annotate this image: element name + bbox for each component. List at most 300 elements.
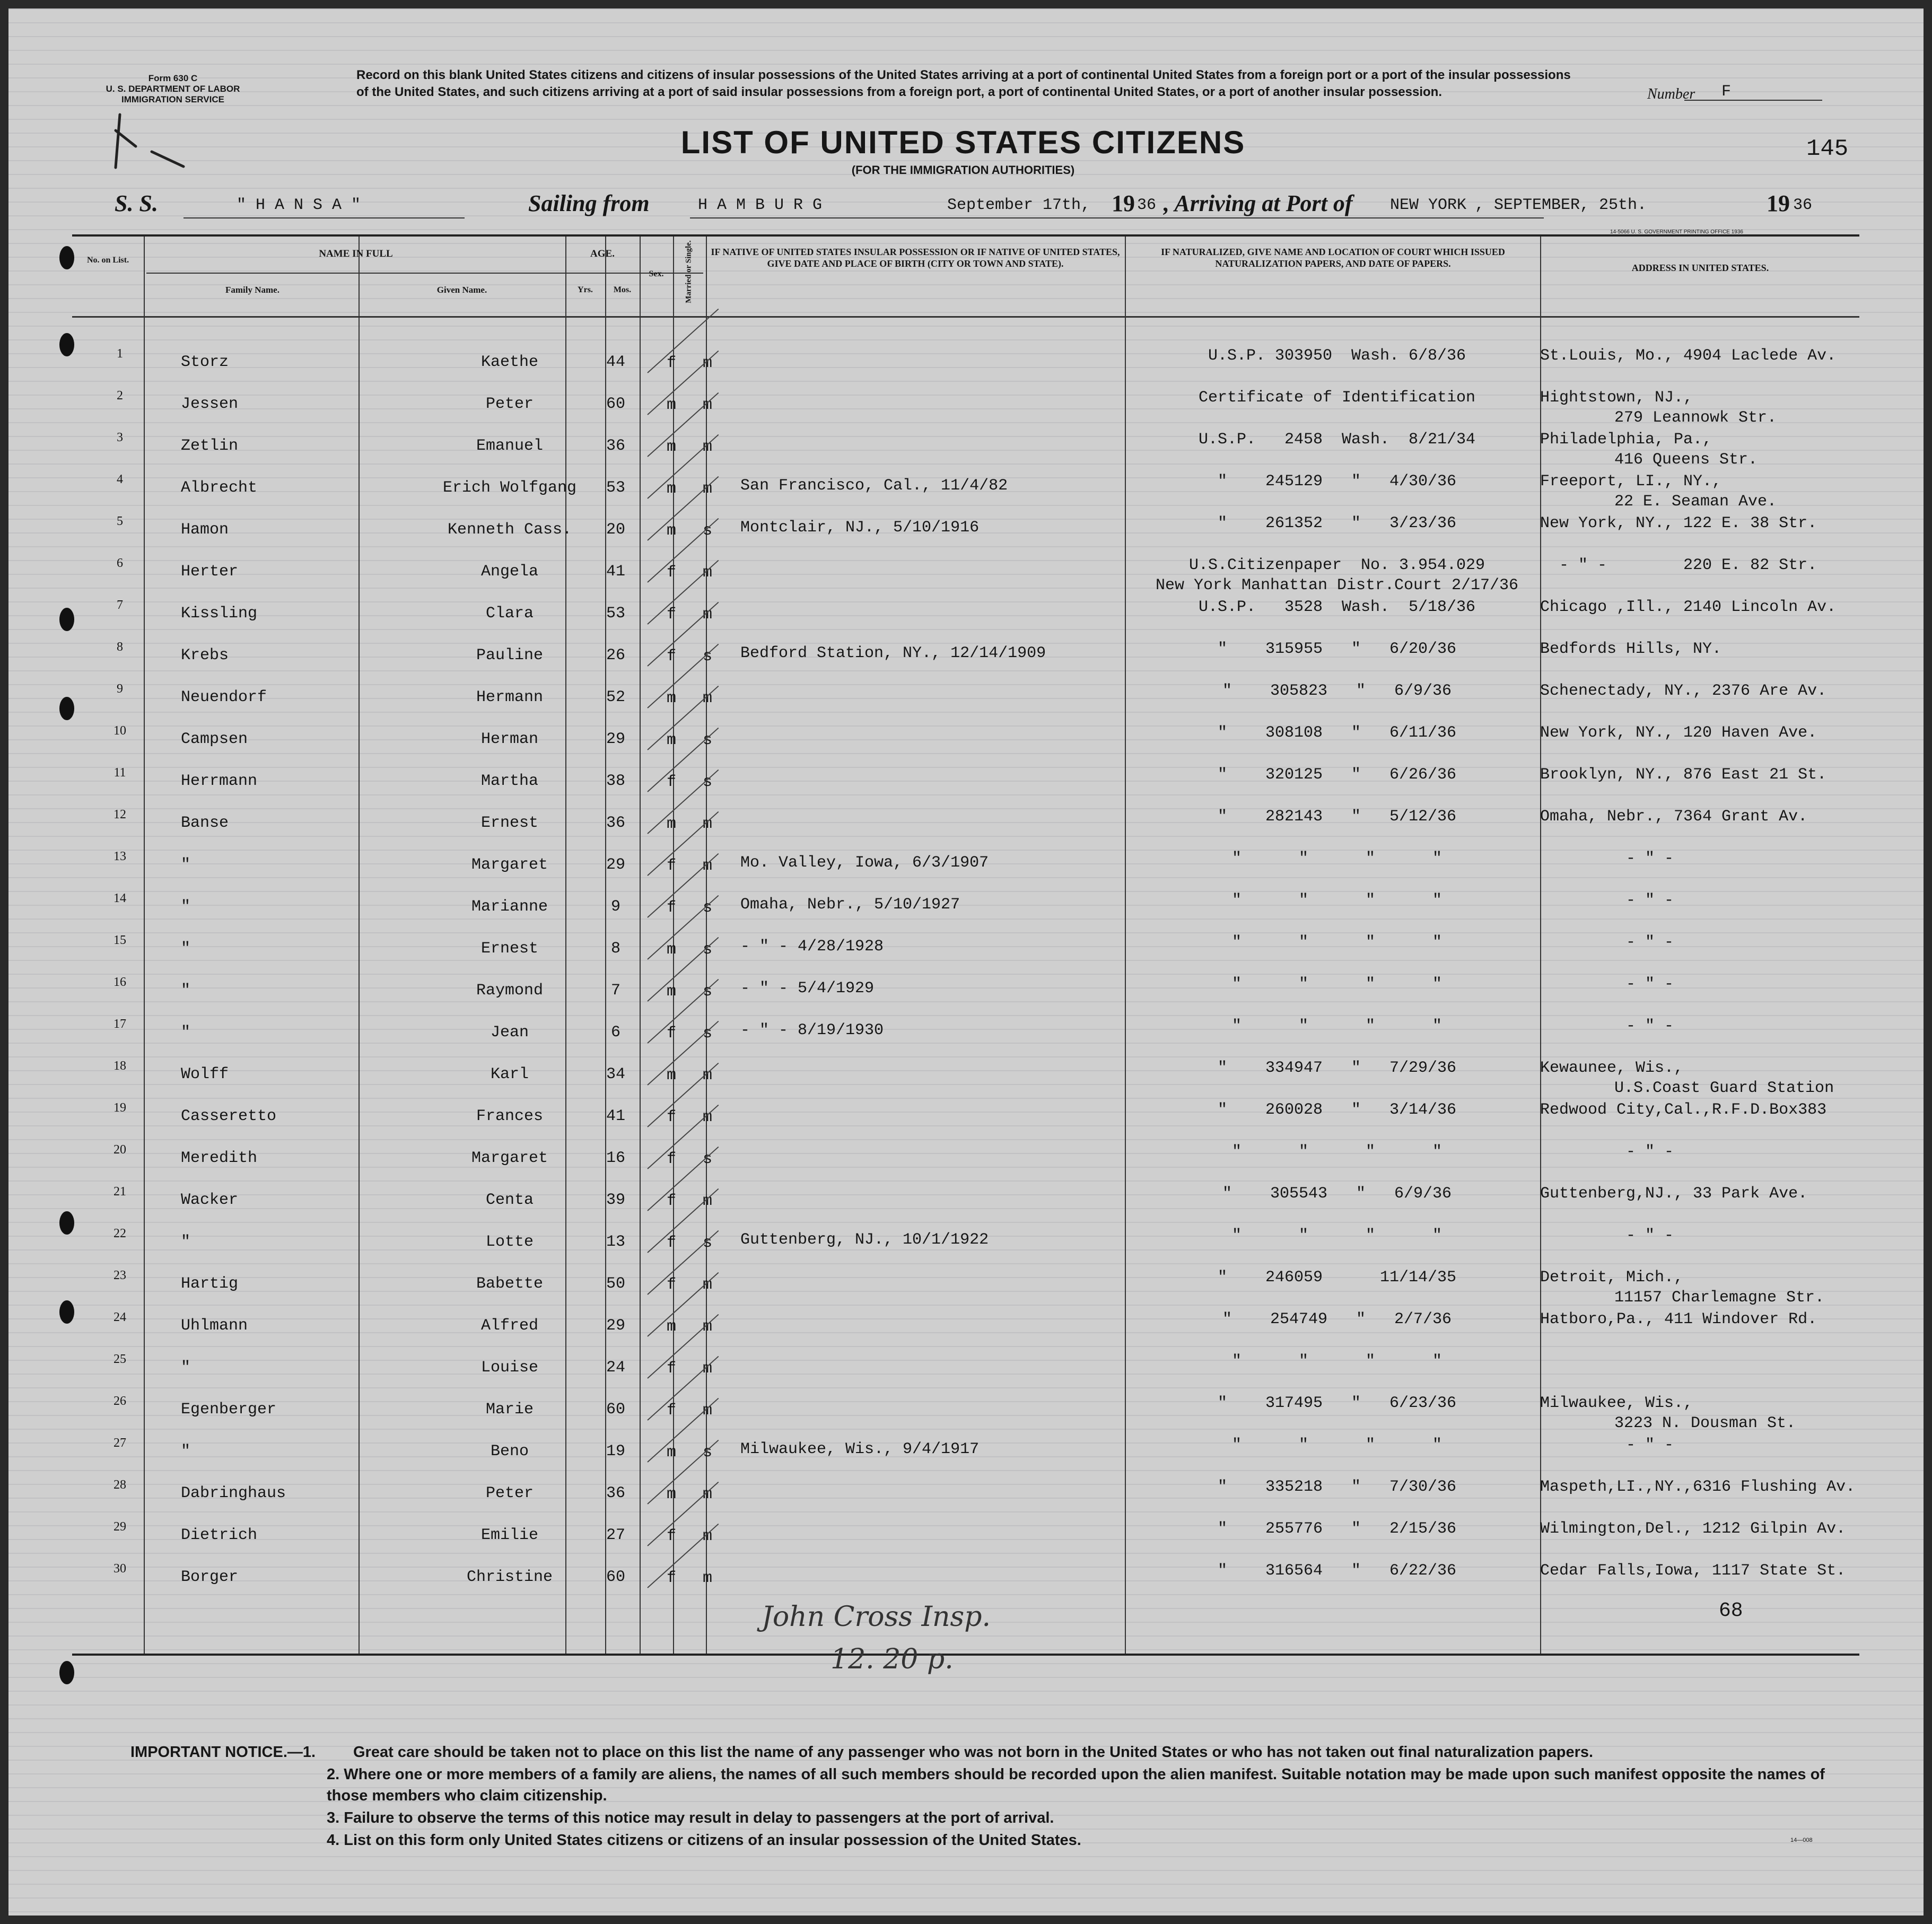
page-number: 145 (1806, 136, 1849, 162)
marital-status: m (702, 480, 712, 498)
address-line-1: Cedar Falls,Iowa, 1117 State St. (1540, 1562, 1846, 1580)
family-name: " (181, 1233, 191, 1251)
notice-item: 2. Where one or more members of a family are aliens, the names of all such members should be recorded upon the alien manifest. Suitable notation may be made upon such manifest opposite the names of those members who claim citizenship. (327, 1766, 1825, 1804)
given-name: Karl (490, 1065, 529, 1083)
given-name: Kenneth Cass. (447, 521, 572, 539)
given-name: Centa (485, 1191, 534, 1209)
address-line-1: - " - (1540, 975, 1674, 993)
row-number: 28 (113, 1478, 126, 1492)
address-line-2: 11157 Charlemagne Str. (1614, 1289, 1825, 1307)
sex: m (666, 396, 676, 414)
table-row (72, 712, 1859, 753)
marital-status: m (702, 438, 712, 456)
table-row (72, 922, 1859, 962)
marital-status: s (702, 522, 712, 540)
naturalization-line-1: U.S.P. 303950 Wash. 6/8/36 (1208, 347, 1466, 365)
age-years: 50 (606, 1275, 625, 1293)
voyage-line (115, 190, 1907, 227)
sex: f (666, 354, 676, 372)
age-years: 60 (606, 1401, 625, 1419)
given-name: Kaethe (480, 353, 539, 371)
address-line-1: Freeport, LI., NY., (1540, 473, 1722, 491)
page-title: LIST OF UNITED STATES CITIZENS (680, 125, 1246, 160)
address-line-1: - " - 220 E. 82 Str. (1540, 556, 1817, 574)
row-number: 18 (113, 1059, 126, 1073)
sex: f (666, 1025, 676, 1043)
table-row (72, 377, 1859, 427)
sex: f (666, 899, 676, 917)
family-name: Jessen (181, 395, 239, 413)
naturalization-line-1: " 305823 " 6/9/36 (1222, 682, 1452, 700)
us-address (1540, 1309, 1859, 1330)
family-name: Zetlin (181, 437, 239, 455)
address-line-2: 416 Queens Str. (1614, 451, 1758, 469)
family-name: " (181, 1359, 191, 1377)
us-address (1540, 1477, 1859, 1497)
age-years: 60 (606, 1568, 625, 1586)
row-number: 19 (113, 1101, 126, 1115)
naturalization-line-1: " " " " (1231, 1352, 1443, 1370)
address-line-2: 3223 N. Dousman St. (1614, 1414, 1796, 1432)
naturalization-line-1: " 334947 " 7/29/36 (1217, 1059, 1457, 1077)
family-name: " (181, 982, 191, 1000)
given-name: Ernest (480, 940, 539, 958)
age-years: 20 (606, 521, 625, 539)
birth-place-date: San Francisco, Cal., 11/4/82 (740, 477, 1008, 495)
birth-place-date: Omaha, Nebr., 5/10/1927 (740, 896, 960, 914)
row-number: 14 (113, 891, 126, 905)
sex: f (666, 564, 676, 582)
age-years: 29 (606, 856, 625, 874)
marital-status: m (702, 396, 712, 414)
us-address (1540, 597, 1859, 617)
us-address (1540, 1226, 1859, 1246)
given-name: Marianne (471, 898, 548, 916)
age-years: 44 (606, 353, 625, 371)
family-name: Uhlmann (181, 1317, 248, 1335)
marital-status: s (702, 899, 712, 917)
age-years: 41 (606, 563, 625, 581)
binding-hole (59, 1661, 74, 1684)
address-line-1: Detroit, Mich., (1540, 1269, 1684, 1287)
us-address (1540, 890, 1859, 911)
age-years: 53 (606, 479, 625, 497)
naturalization-info (1133, 681, 1541, 701)
age-years: 36 (606, 1484, 625, 1502)
column-header-family-name: Family Name. (225, 285, 279, 295)
naturalization-line-1: " 308108 " 6/11/36 (1217, 724, 1457, 742)
given-name: Peter (485, 395, 534, 413)
table-row (72, 1299, 1859, 1339)
row-number: 1 (117, 347, 123, 361)
given-name: Margaret (471, 856, 548, 874)
naturalization-info (1133, 974, 1541, 994)
table-row (72, 335, 1859, 375)
row-number: 9 (117, 682, 123, 696)
row-number: 13 (113, 850, 126, 863)
age-years: 36 (606, 814, 625, 832)
row-number: 27 (113, 1436, 126, 1450)
row-number: 24 (113, 1310, 126, 1324)
birth-place-date: Montclair, NJ., 5/10/1916 (740, 519, 980, 537)
birth-place-date: Milwaukee, Wis., 9/4/1917 (740, 1440, 980, 1458)
table-row (72, 880, 1859, 920)
marital-status: s (702, 1025, 712, 1043)
address-line-1: - " - (1540, 891, 1674, 909)
address-line-1: Philadelphia, Pa., (1540, 431, 1712, 449)
arrival-port: NEW YORK (1390, 196, 1467, 214)
address-line-1: Schenectady, NY., 2376 Are Av. (1540, 682, 1827, 700)
age-years: 53 (606, 605, 625, 623)
marital-status: m (702, 1527, 712, 1545)
marital-status: m (702, 1485, 712, 1503)
given-name: Christine (466, 1568, 553, 1586)
table-row (72, 1341, 1859, 1381)
sex: m (666, 1444, 676, 1462)
marital-status: s (702, 941, 712, 959)
marital-status: m (702, 1569, 712, 1587)
table-row (72, 1257, 1859, 1307)
marital-status: s (702, 983, 712, 1001)
address-line-1: Guttenberg,NJ., 33 Park Ave. (1540, 1185, 1808, 1203)
naturalization-line-1: " " " " (1231, 933, 1443, 951)
family-name: Herrmann (181, 772, 258, 790)
sex: m (666, 438, 676, 456)
row-number: 2 (117, 389, 123, 403)
given-name: Clara (485, 605, 534, 623)
age-years: 29 (606, 730, 625, 748)
sex: f (666, 1360, 676, 1378)
naturalization-line-1: " " " " (1231, 1436, 1443, 1454)
given-name: Emanuel (476, 437, 544, 455)
column-header-address: ADDRESS IN UNITED STATES. (1631, 263, 1769, 273)
family-name: Hamon (181, 521, 229, 539)
address-line-1: Wilmington,Del., 1212 Gilpin Av. (1540, 1520, 1846, 1538)
family-name: " (181, 1442, 191, 1461)
age-years: 9 (610, 898, 620, 916)
record-instructions: Record on this blank United States citizens and citizens of insular possessions of the United States arriving at a port of continental United States from a foreign port or a port of the insular possessions of the United States, and such citizens arriving at a port of said insular possessions from a foreign port, a port of continental United States, or a port of another insular possession. (356, 68, 1571, 99)
naturalization-line-2: New York Manhattan Distr.Court 2/17/36 (1155, 576, 1519, 594)
marital-status: m (702, 354, 712, 372)
naturalization-info (1133, 1100, 1541, 1120)
birth-place-date: - " - 5/4/1929 (740, 980, 875, 998)
us-address (1540, 555, 1859, 575)
ship-name: " H A N S A " (237, 196, 361, 214)
naturalization-info (1133, 597, 1541, 617)
column-header-birth: IF NATIVE OF UNITED STATES INSULAR POSSESSION OR IF NATIVE OF UNITED STATES, GIVE DATE AND PLACE OF BIRTH (CITY OR TOWN AND STATE). (711, 247, 1120, 269)
form-identifier (77, 73, 268, 105)
notice-footer: 14—008 (1790, 1837, 1813, 1843)
arrival-year: 36 (1793, 196, 1813, 214)
us-address (1540, 1016, 1859, 1036)
marital-status: m (702, 857, 712, 875)
us-address (1540, 723, 1859, 743)
naturalization-info (1133, 765, 1541, 785)
sex: m (666, 1485, 676, 1503)
naturalization-line-1: " " " " (1231, 1017, 1443, 1035)
given-name: Emilie (480, 1526, 539, 1544)
age-years: 13 (606, 1233, 625, 1251)
sex: m (666, 983, 676, 1001)
naturalization-info (1133, 388, 1541, 408)
naturalization-line-1: " 335218 " 7/30/36 (1217, 1478, 1457, 1496)
year-prefix-1: 19 (1112, 190, 1135, 216)
naturalization-line-1: " 260028 " 3/14/36 (1217, 1101, 1457, 1119)
row-number: 10 (113, 724, 126, 738)
age-years: 34 (606, 1065, 625, 1083)
address-line-1: - " - (1540, 1436, 1674, 1454)
arrival-date: , SEPTEMBER, 25th. (1475, 196, 1647, 214)
given-name: Raymond (476, 982, 544, 1000)
address-line-2: 22 E. Seaman Ave. (1614, 493, 1777, 511)
given-name: Peter (485, 1484, 534, 1502)
naturalization-info (1133, 1477, 1541, 1497)
age-years: 26 (606, 646, 625, 664)
row-number: 6 (117, 556, 123, 570)
given-name: Angela (480, 563, 539, 581)
family-name: " (181, 940, 191, 958)
address-line-1: Chicago ,Ill., 2140 Lincoln Av. (1540, 598, 1837, 616)
marital-status: s (702, 1150, 712, 1168)
naturalization-info (1133, 890, 1541, 911)
age-years: 24 (606, 1359, 625, 1377)
notice-item: Great care should be taken not to place on this list the name of any passenger who was not born in the United States or who has not taken out final naturalization papers. (353, 1744, 1594, 1761)
age-years: 29 (606, 1317, 625, 1335)
naturalization-line-1: " 317495 " 6/23/36 (1217, 1394, 1457, 1412)
family-name: Hartig (181, 1275, 239, 1293)
naturalization-info (1133, 1058, 1541, 1078)
family-name: " (181, 1024, 191, 1042)
row-number: 12 (113, 808, 126, 821)
family-name: Storz (181, 353, 229, 371)
naturalization-line-1: " 246059 11/14/35 (1217, 1269, 1457, 1287)
row-number: 26 (113, 1394, 126, 1408)
age-years: 38 (606, 772, 625, 790)
sex: m (666, 1066, 676, 1085)
sex: m (666, 689, 676, 707)
naturalization-info (1133, 513, 1541, 534)
family-name: Albrecht (181, 479, 258, 497)
row-number: 7 (117, 598, 123, 612)
row-number: 4 (117, 473, 123, 486)
marital-status: m (702, 564, 712, 582)
address-line-1: Milwaukee, Wis., (1540, 1394, 1693, 1412)
us-address (1540, 1561, 1859, 1581)
department-name: U. S. DEPARTMENT OF LABOR (106, 84, 240, 94)
given-name: Martha (480, 772, 539, 790)
age-years: 36 (606, 437, 625, 455)
family-name: Wolff (181, 1065, 229, 1083)
given-name: Ernest (480, 814, 539, 832)
column-header-married: Married or Single. (684, 240, 693, 303)
address-line-1: Hightstown, NJ., (1540, 389, 1693, 407)
row-number: 21 (113, 1185, 126, 1199)
family-name: Krebs (181, 646, 229, 664)
sex: m (666, 941, 676, 959)
us-address (1540, 807, 1859, 827)
us-address (1540, 1435, 1859, 1455)
sailing-year: 36 (1137, 196, 1157, 214)
passenger-table (72, 234, 1859, 1656)
naturalization-line-1: " " " " (1231, 891, 1443, 909)
row-number: 8 (117, 640, 123, 654)
sex: f (666, 1234, 676, 1252)
naturalization-info (1133, 1393, 1541, 1413)
birth-place-date: - " - 8/19/1930 (740, 1021, 884, 1039)
table-row (72, 796, 1859, 836)
us-address (1540, 1519, 1859, 1539)
row-number: 11 (113, 766, 126, 780)
naturalization-line-1: " 254749 " 2/7/36 (1222, 1310, 1452, 1328)
naturalization-info (1133, 1519, 1541, 1539)
naturalization-info (1133, 932, 1541, 952)
age-years: 27 (606, 1526, 625, 1544)
column-header-name: NAME IN FULL (319, 248, 393, 259)
given-name: Babette (476, 1275, 544, 1293)
address-line-1: Maspeth,LI.,NY.,6316 Flushing Av. (1540, 1478, 1856, 1496)
row-number: 3 (117, 431, 123, 444)
address-line-1: - " - (1540, 850, 1674, 868)
us-address (1540, 639, 1859, 659)
marital-status: s (702, 648, 712, 666)
us-address (1540, 765, 1859, 785)
us-address (1540, 1142, 1859, 1162)
address-line-1: St.Louis, Mo., 4904 Laclede Av. (1540, 347, 1837, 365)
address-line-1: - " - (1540, 933, 1674, 951)
row-number: 29 (113, 1520, 126, 1534)
inspector-signature (751, 1589, 1048, 1695)
naturalization-line-1: U.S.Citizenpaper No. 3.954.029 (1188, 556, 1485, 574)
ss-label: S. S. (115, 190, 158, 216)
notice-item: 3. Failure to observe the terms of this notice may result in delay to passengers at the port of arrival. (327, 1809, 1054, 1826)
sex: m (666, 1318, 676, 1336)
marital-status: s (702, 731, 712, 749)
table-row (72, 1005, 1859, 1046)
birth-place-date: Mo. Valley, Iowa, 6/3/1907 (740, 854, 989, 872)
given-name: Beno (490, 1442, 529, 1461)
address-line-1: Hatboro,Pa., 411 Windover Rd. (1540, 1310, 1817, 1328)
naturalization-info (1133, 1142, 1541, 1162)
birth-place-date: Bedford Station, NY., 12/14/1909 (740, 644, 1046, 662)
given-name: Hermann (476, 688, 544, 706)
age-years: 16 (606, 1149, 625, 1167)
us-address (1540, 1100, 1859, 1120)
marital-status: m (702, 1066, 712, 1085)
row-number: 5 (117, 514, 123, 528)
us-address (1540, 681, 1859, 701)
table-row (72, 1173, 1859, 1213)
naturalization-info (1133, 807, 1541, 827)
table-row (72, 754, 1859, 794)
address-line-1: - " - (1540, 1227, 1674, 1245)
naturalization-line-1: " " " " (1231, 850, 1443, 868)
address-line-2: U.S.Coast Guard Station (1614, 1079, 1834, 1097)
age-years: 8 (610, 940, 620, 958)
marital-status: m (702, 689, 712, 707)
age-years: 6 (610, 1024, 620, 1042)
naturalization-info (1133, 1184, 1541, 1204)
row-number: 23 (113, 1269, 126, 1282)
printer-mark: 14-5066 U. S. GOVERNMENT PRINTING OFFICE 1936 (1610, 229, 1743, 235)
naturalization-line-1: " " " " (1231, 975, 1443, 993)
handwritten-mark (104, 104, 189, 189)
marital-status: m (702, 1192, 712, 1210)
marital-status: m (702, 1276, 712, 1294)
column-header-given-name: Given Name. (436, 285, 487, 295)
table-row (72, 1215, 1859, 1255)
column-header-years: Yrs. (578, 285, 593, 294)
row-number: 30 (113, 1562, 126, 1576)
table-row (72, 964, 1859, 1004)
family-name: Meredith (181, 1149, 258, 1167)
us-address (1540, 932, 1859, 952)
family-name: Casseretto (181, 1107, 277, 1125)
family-name: Kissling (181, 605, 258, 623)
birth-place-date: - " - 4/28/1928 (740, 938, 884, 956)
family-name: Dabringhaus (181, 1484, 286, 1502)
page-subtitle: (FOR THE IMMIGRATION AUTHORITIES) (851, 163, 1075, 177)
given-name: Pauline (476, 646, 544, 664)
address-line-1: Redwood City,Cal.,R.F.D.Box383 (1540, 1101, 1827, 1119)
table-row (72, 503, 1859, 543)
arriving-label: , Arriving at Port of (1164, 190, 1353, 216)
sex: f (666, 1569, 676, 1587)
address-line-1: Bedfords Hills, NY. (1540, 640, 1722, 658)
naturalization-info (1133, 1309, 1541, 1330)
address-line-1: Omaha, Nebr., 7364 Grant Av. (1540, 808, 1808, 826)
address-line-2: 279 Leannowk Str. (1614, 409, 1777, 427)
naturalization-line-1: " 261352 " 3/23/36 (1217, 514, 1457, 532)
sailing-date: September 17th, (947, 196, 1091, 214)
naturalization-line-1: " 282143 " 5/12/36 (1217, 808, 1457, 826)
us-address (1540, 1184, 1859, 1204)
us-address (1540, 513, 1859, 534)
naturalization-info (1133, 1561, 1541, 1581)
naturalization-info (1133, 639, 1541, 659)
notice-item: 4. List on this form only United States citizens or citizens of an insular possession of the United States. (327, 1832, 1081, 1849)
sex: m (666, 522, 676, 540)
family-name: Dietrich (181, 1526, 258, 1544)
family-name: Herter (181, 563, 239, 581)
sex: f (666, 1150, 676, 1168)
table-row (72, 670, 1859, 711)
naturalization-line-1: " 316564 " 6/22/36 (1217, 1562, 1457, 1580)
address-line-1: New York, NY., 122 E. 38 Str. (1540, 514, 1817, 532)
age-years: 7 (610, 982, 620, 1000)
naturalization-line-1: " 305543 " 6/9/36 (1222, 1185, 1452, 1203)
naturalization-line-1: " 245129 " 4/30/36 (1217, 473, 1457, 491)
naturalization-line-1: " 315955 " 6/20/36 (1217, 640, 1457, 658)
naturalization-line-1: " 320125 " 6/26/36 (1217, 766, 1457, 784)
naturalization-info (1133, 1351, 1541, 1371)
form-number: Form 630 C (148, 73, 198, 83)
table-row (72, 1508, 1859, 1549)
table-row (72, 1131, 1859, 1171)
naturalization-line-1: U.S.P. 2458 Wash. 8/21/34 (1198, 431, 1476, 449)
naturalization-line-1: " 255776 " 2/15/36 (1217, 1520, 1457, 1538)
sex: m (666, 731, 676, 749)
table-row (72, 1550, 1859, 1590)
age-years: 39 (606, 1191, 625, 1209)
signature-line-2: 12. 20 p. (831, 1643, 954, 1675)
naturalization-info (1133, 346, 1541, 366)
marital-status: s (702, 773, 712, 791)
row-number: 16 (113, 975, 126, 989)
sex: f (666, 857, 676, 875)
table-row (72, 1424, 1859, 1465)
age-years: 60 (606, 395, 625, 413)
given-name: Marie (485, 1401, 534, 1419)
